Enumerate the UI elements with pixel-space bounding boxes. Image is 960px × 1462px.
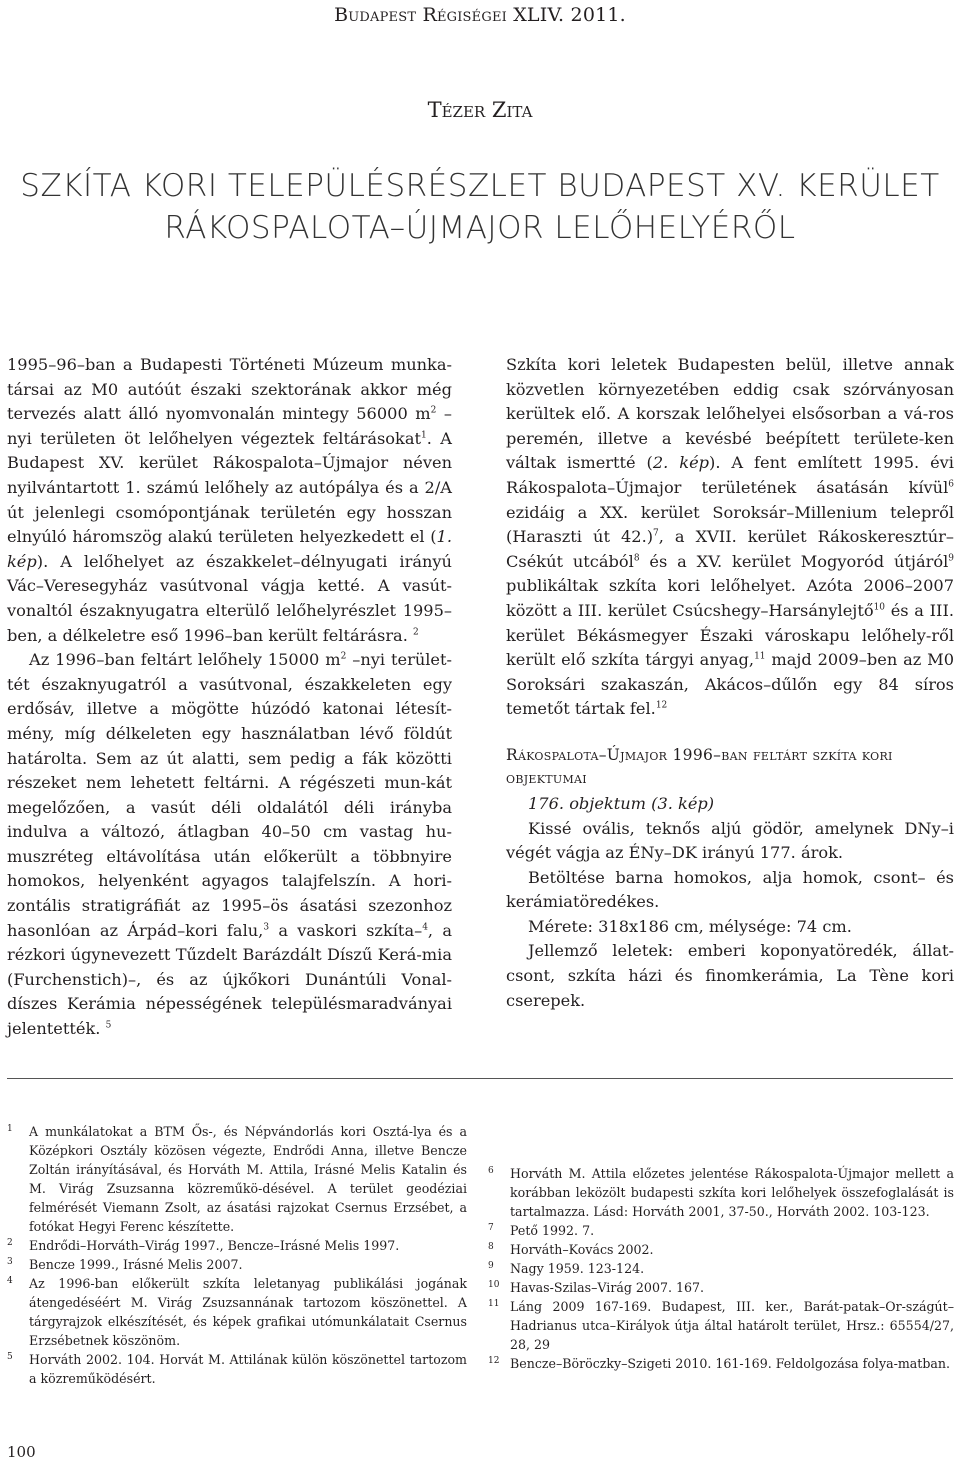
footnote-ref[interactable]: 2 bbox=[413, 627, 419, 638]
footnote bbox=[7, 1255, 467, 1274]
footnote-ref[interactable]: 10 bbox=[873, 602, 886, 613]
footnote-divider bbox=[7, 1078, 953, 1079]
paragraph-finds: Jellemző leletek: emberi koponyatöredék, állat-csont, szkíta házi és finomkerámia, La Tène kori cserepek. bbox=[506, 941, 954, 1010]
footnote-text: Horváth 2002. 104. Horvát M. Attilának külön köszönettel tartozom a közreműködésért. bbox=[29, 1352, 467, 1386]
footnote-number: 10 bbox=[488, 1280, 500, 1290]
footnote-number: 11 bbox=[488, 1299, 500, 1309]
footnote bbox=[488, 1278, 954, 1297]
paragraph-size: Mérete: 318x186 cm, mélysége: 74 cm. bbox=[528, 916, 852, 936]
footnote bbox=[7, 1236, 467, 1255]
footnote bbox=[7, 1274, 467, 1350]
footnote-text: Bencze–Böröczky–Szigeti 2010. 161-169. Feldolgozása folya-matban. bbox=[510, 1356, 951, 1371]
author-name: Tézer Zita bbox=[427, 98, 533, 122]
footnote-number: 6 bbox=[488, 1166, 494, 1176]
footnote-text: Endrődi–Horváth–Virág 1997., Bencze–Irásné Melis 1997. bbox=[29, 1238, 400, 1253]
text-run: 1995–96–ban a Budapesti Történeti Múzeum munka-társai az M0 autóút északi szektorának akkor még tervezés alatt álló nyomvonalán mintegy 56000 m bbox=[7, 355, 452, 424]
footnote-number: 2 bbox=[7, 1238, 13, 1248]
title-line-2: RÁKOSPALOTA–ÚJMAJOR LELŐHELYÉRŐL bbox=[164, 210, 796, 246]
paragraph-intro bbox=[7, 353, 452, 648]
footnote-number: 7 bbox=[488, 1223, 494, 1233]
right-column bbox=[506, 353, 954, 1013]
footnote-text: Bencze 1999., Irásné Melis 2007. bbox=[29, 1257, 243, 1272]
footnote-number: 5 bbox=[7, 1352, 13, 1362]
footnote-text: Pető 1992. 7. bbox=[510, 1223, 595, 1238]
left-column bbox=[7, 353, 452, 1042]
superscript: 2 bbox=[340, 651, 347, 662]
object-label: 176. objektum (3. kép) bbox=[528, 793, 715, 813]
footnote-ref[interactable]: 9 bbox=[948, 553, 955, 564]
text-run: publikáltak szkíta kori lelőhelyet. Azóta 2006–2007 között a III. kerület Csúcshegy–Harsánylejtő bbox=[506, 576, 954, 620]
footnote-text: Horváth–Kovács 2002. bbox=[510, 1242, 654, 1257]
text-run: a vaskori szkíta– bbox=[269, 920, 423, 940]
text-run: majd 2009–ben az M0 Soroksári szakaszán, Akácos–dűlőn egy 84 síros temetőt tártak fel. bbox=[506, 650, 954, 719]
footnote-number: 4 bbox=[7, 1276, 13, 1286]
footnote-ref[interactable]: 11 bbox=[754, 651, 766, 662]
footnote-number: 12 bbox=[488, 1356, 500, 1366]
paragraph-description: Kissé ovális, teknős aljú gödör, amelynek DNy–i végét vágja az ÉNy–DK irányú 177. árok. bbox=[506, 818, 954, 863]
figure-ref: 2. kép bbox=[652, 453, 710, 473]
article-title bbox=[0, 165, 960, 249]
paragraph-site bbox=[7, 648, 452, 1042]
footnote bbox=[488, 1164, 954, 1221]
paragraph-context bbox=[506, 353, 954, 722]
footnotes-right bbox=[488, 1164, 954, 1373]
footnote-text: A munkálatokat a BTM Ős-, és Népvándorlás kori Osztá-lya és a Középkori Osztály közösen végezte, Endrődi Anna, illetve Bencze Zoltán irányításával, és Horváth M. Attila, Irásné Melis Katalin és M. Virág Zsuzsanna közreműkö-désével. A terület geodéziai felmérését Viemann Zsolt, az ásatási rajzokat Csernus Erzsébet, a fotókat Hegyi Ferenc készítette. bbox=[29, 1124, 467, 1234]
page-number: 100 bbox=[7, 1443, 36, 1461]
title-line-1: SZKÍTA KORI TELEPÜLÉSRÉSZLET BUDAPEST XV. KERÜLET bbox=[20, 168, 940, 204]
superscript: 2 bbox=[430, 405, 437, 416]
footnote-ref[interactable]: 4 bbox=[422, 922, 428, 933]
text-run: –nyi terület-tét északnyugatról a vasútvonal, északkeleten egy erdősáv, illetve a mögötte húzódó katonai létesít-mény, míg délkeleten egy használatban lévő földút határolta. Sem az út alatti, sem pedig a fák közötti részeket nem lehetett feltárni. A régészeti mun-kát megelőzően, a vasút déli oldalától déli irányba indulva a változó, átlagban 40–50 cm vastag hu-muszréteg eltávolítása után előkerült a többnyire homokos, helyenként agyagos talajfelszín. A hori-zontális stratigráfiát az 1995–ös ásatási szezonhoz hasonlóan az Árpád–kori falu, bbox=[7, 650, 452, 940]
text-run: ). A fent említett 1995. évi Rákospalota–Újmajor területének ásatásán kívül bbox=[506, 453, 954, 497]
text-run: –nyi területen öt lelőhelyen végeztek feltárásokat bbox=[7, 404, 452, 448]
footnote-number: 3 bbox=[7, 1257, 13, 1267]
text-run: Szkíta kori leletek Budapesten belül, illetve annak közvetlen környezetében eddig csak szórványosan kerültek elő. A korszak lelőhelyei elsősorban a vá-ros peremén, illetve a kevésbé beépített területe-ken váltak ismertté ( bbox=[506, 355, 954, 473]
footnote-ref[interactable]: 3 bbox=[263, 922, 270, 933]
running-head: Budapest Régiségei XLIV. 2011. bbox=[334, 4, 626, 26]
footnote-ref[interactable]: 5 bbox=[105, 1020, 112, 1031]
footnote-number: 1 bbox=[7, 1124, 13, 1134]
footnote-ref[interactable]: 6 bbox=[948, 479, 954, 490]
footnotes-left bbox=[7, 1122, 467, 1388]
footnote-text: Nagy 1959. 123-124. bbox=[510, 1261, 645, 1276]
footnote-ref[interactable]: 12 bbox=[655, 700, 668, 711]
footnote bbox=[488, 1354, 954, 1373]
text-run: ). A lelőhelyet az északkelet–délnyugati irányú Vác–Veresegyház vasútvonal vágja ketté. A vasút-vonaltól északnyugatra elterülő lelőhelyrészlet 1995–ben, a délkeletre eső 1996–ban került feltárásra. bbox=[7, 551, 452, 645]
footnote bbox=[488, 1240, 954, 1259]
footnote-number: 9 bbox=[488, 1261, 494, 1271]
text-run: , a rézkori úgynevezett Tűzdelt Barázdált Díszű Kerá-mia (Furchenstich)–, és az újkőkori Dunántúli Vonal-díszes Kerámia népességének településmaradványai jelentették. bbox=[7, 920, 452, 1039]
footnote bbox=[488, 1221, 954, 1240]
text-run: ezidáig a XX. kerület Soroksár–Millenium telepről (Haraszti út 42.) bbox=[506, 502, 954, 547]
footnote-text: Láng 2009 167-169. Budapest, III. ker., Barát-patak–Or-szágút–Hadrianus utca–Királyok útja által határolt terület, Hrsz.: 65554/27, 28, 29 bbox=[510, 1299, 954, 1352]
text-run: és a III. kerület Békásmegyer Északi városkapu lelőhely-ről került elő szkíta tárgyi anyag, bbox=[506, 600, 954, 670]
footnote bbox=[488, 1259, 954, 1278]
footnote bbox=[7, 1122, 467, 1236]
footnote-text: Az 1996-ban előkerült szkíta leletanyag publikálási jogának átengedéséért M. Virág Zsuzsannának tartozom köszönettel. A tárgyrajzok elkészítését, és képek grafikai utómunkálatait Csernus Erzsébetnek köszönöm. bbox=[29, 1276, 467, 1348]
section-heading: Rákospalota–Újmajor 1996–ban feltárt szkíta kori objektumai bbox=[506, 745, 893, 787]
paragraph-fill: Betöltése barna homokos, alja homok, csont– és kerámiatöredékes. bbox=[506, 867, 954, 912]
text-run: Az 1996–ban feltárt lelőhely 15000 m bbox=[29, 650, 341, 670]
footnote-ref[interactable]: 7 bbox=[653, 528, 659, 539]
footnote-ref[interactable]: 1 bbox=[421, 430, 427, 441]
footnote-text: Horváth M. Attila előzetes jelentése Rákospalota-Újmajor mellett a korábban leközölt budapesti szkíta kori lelőhelyek összefoglalását is tartalmazza. Lásd: Horváth 2001, 37-50., Horváth 2002. 103-123. bbox=[510, 1166, 954, 1219]
footnote-text: Havas-Szilas–Virág 2007. 167. bbox=[510, 1280, 705, 1295]
footnote-ref[interactable]: 8 bbox=[633, 553, 640, 564]
footnote bbox=[488, 1297, 954, 1354]
footnote bbox=[7, 1350, 467, 1388]
text-run: és a XV. kerület Mogyoród útjáról bbox=[639, 551, 949, 571]
text-run: , a XVII. kerület Rákoskeresztúr–Csékút utcából bbox=[506, 527, 954, 571]
figure-ref: 1. kép bbox=[7, 527, 452, 571]
footnote-number: 8 bbox=[488, 1242, 494, 1252]
text-run: . A Budapest XV. kerület Rákospalota–Újmajor néven nyilvántartott 1. számú lelőhely az autópálya és a 2/A út jelenlegi csomópontjának területén egy hosszan elnyúló háromszög alakú területen helyezkedett el ( bbox=[7, 428, 453, 547]
